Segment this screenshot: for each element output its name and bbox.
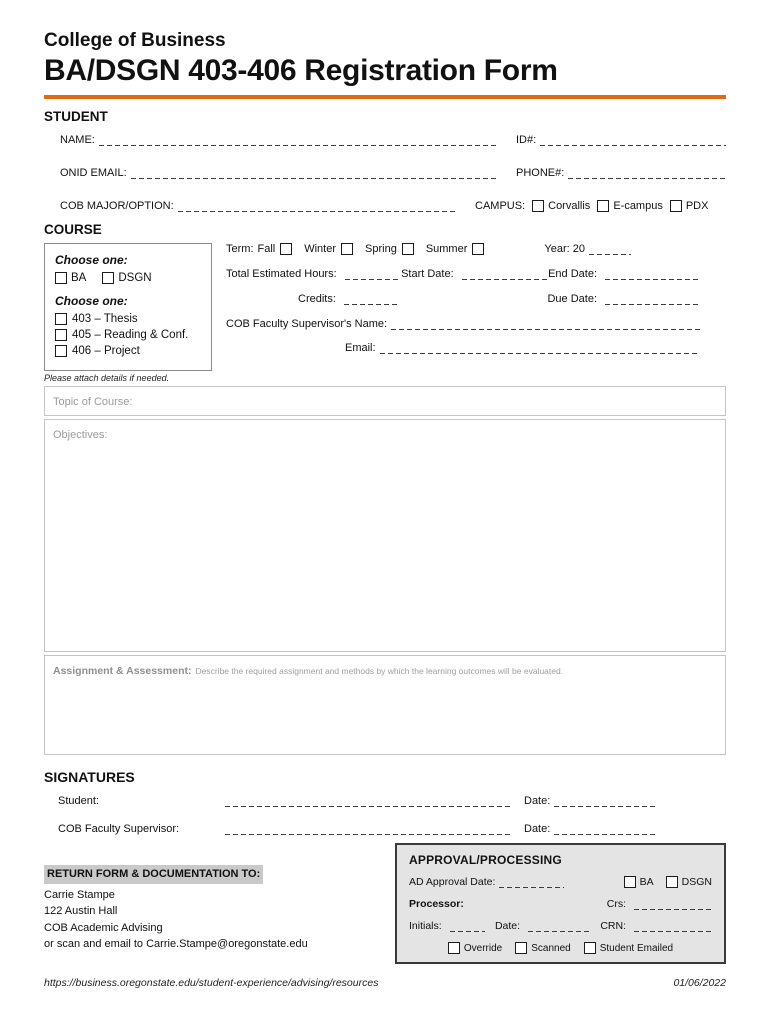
status-override [448, 942, 502, 954]
status-scanned [515, 942, 570, 954]
approval-status-row [409, 942, 712, 954]
supervisor-name-field-line[interactable] [391, 318, 700, 330]
approval-dsgn-label: DSGN [681, 876, 712, 888]
total-hours-field-line[interactable] [345, 268, 400, 280]
course-405-label: 405 – Reading & Conf. [72, 329, 189, 341]
student-date-line[interactable] [554, 795, 657, 807]
term-fall-label: Fall [257, 243, 276, 255]
return-heading: RETURN FORM & DOCUMENTATION TO: [44, 865, 263, 884]
assignment-note: Describe the required assignment and methods by which the learning outcomes will be evaluated. [195, 666, 564, 676]
initials-group [409, 920, 485, 932]
objectives-label: Objectives: [53, 429, 108, 441]
phone-group [516, 167, 726, 179]
return-line-office: COB Academic Advising [44, 921, 163, 934]
phone-label: PHONE#: [516, 167, 565, 179]
initials-row [409, 920, 712, 932]
course-406-checkbox[interactable] [55, 345, 67, 357]
total-hours-group [226, 268, 400, 280]
hours-row [226, 268, 700, 280]
course-403-checkbox[interactable] [55, 313, 67, 325]
assignment-assessment-box[interactable] [44, 655, 726, 755]
campus-ecampus-checkbox[interactable] [597, 200, 609, 212]
id-label: ID#: [516, 134, 537, 146]
initials-label: Initials: [409, 920, 442, 932]
supervisor-date-line[interactable] [554, 823, 657, 835]
approval-date-group [495, 920, 590, 932]
campus-option-corvallis [532, 200, 590, 212]
major-row [44, 200, 726, 212]
campus-corvallis-checkbox[interactable] [532, 200, 544, 212]
return-block [44, 843, 395, 953]
term-label: Term: [226, 243, 254, 255]
course-choose-box [44, 243, 212, 371]
supervisor-name-label: COB Faculty Supervisor's Name: [226, 318, 388, 330]
email-row [44, 167, 726, 179]
footer-date: 01/06/2022 [673, 977, 726, 989]
credits-group [298, 293, 399, 305]
approval-program-group [624, 876, 712, 888]
campus-option-ecampus [597, 200, 663, 212]
crn-field-line[interactable] [634, 920, 712, 932]
return-line-name: Carrie Stampe [44, 888, 115, 901]
course-section-heading: COURSE [44, 222, 102, 237]
override-checkbox[interactable] [448, 942, 460, 954]
credits-label: Credits: [298, 293, 336, 305]
ad-approval-row [409, 876, 712, 888]
student-signature-label: Student: [58, 795, 99, 807]
scanned-label: Scanned [531, 942, 571, 954]
course-option-406 [55, 345, 201, 357]
student-signature-row [44, 795, 726, 807]
approval-option-ba [624, 876, 654, 888]
course-area [44, 243, 726, 371]
year-label: Year: 20 [544, 243, 585, 255]
onid-email-field-line[interactable] [131, 167, 496, 179]
course-403-label: 403 – Thesis [72, 313, 138, 325]
approval-ba-label: BA [639, 876, 654, 888]
start-date-field-line[interactable] [462, 268, 547, 280]
id-group [516, 134, 726, 146]
end-date-field-line[interactable] [605, 268, 700, 280]
page-title: BA/DSGN 403-406 Registration Form [44, 54, 558, 87]
end-date-label: End Date: [548, 268, 597, 280]
term-fall-checkbox[interactable] [280, 243, 292, 255]
term-spring [365, 243, 414, 255]
topic-of-course-box[interactable] [44, 386, 726, 416]
name-field-line[interactable] [99, 134, 496, 146]
choose-program-label: Choose one: [55, 253, 128, 267]
supervisor-email-row [226, 342, 700, 354]
supervisor-signature-label: COB Faculty Supervisor: [58, 823, 180, 835]
supervisor-row [226, 318, 700, 330]
status-student-emailed [584, 942, 673, 954]
scanned-checkbox[interactable] [515, 942, 527, 954]
year-group [544, 243, 631, 255]
approval-date-field-line[interactable] [528, 920, 590, 932]
course-option-403 [55, 313, 201, 325]
campus-pdx-checkbox[interactable] [670, 200, 682, 212]
term-spring-label: Spring [365, 243, 397, 255]
term-fall [258, 243, 293, 255]
approval-dsgn-checkbox[interactable] [666, 876, 678, 888]
end-date-group [548, 268, 700, 280]
credits-row [226, 293, 700, 305]
return-line-email: or scan and email to Carrie.Stampe@oregonstate.edu [44, 938, 308, 950]
student-emailed-checkbox[interactable] [584, 942, 596, 954]
term-winter [304, 243, 353, 255]
approval-option-dsgn [666, 876, 712, 888]
campus-label: CAMPUS: [475, 200, 526, 212]
due-date-label: Due Date: [547, 293, 597, 305]
objectives-box[interactable] [44, 419, 726, 652]
processor-row [409, 898, 712, 910]
processor-label: Processor: [409, 898, 464, 910]
id-field-line[interactable] [540, 134, 726, 146]
campus-ecampus-label: E-campus [613, 200, 663, 212]
year-field-line[interactable] [589, 243, 631, 255]
crs-pair [607, 898, 712, 910]
signatures-section-heading: SIGNATURES [44, 769, 135, 785]
course-option-405 [55, 329, 201, 341]
term-summer-checkbox[interactable] [472, 243, 484, 255]
program-option-dsgn [102, 272, 151, 284]
accent-rule [44, 95, 726, 99]
program-options-row [55, 272, 201, 284]
crs-group [607, 898, 712, 910]
approval-ba-checkbox[interactable] [624, 876, 636, 888]
start-date-label: Start Date: [401, 268, 454, 280]
supervisor-signature-line[interactable] [225, 823, 512, 835]
approval-processing-box [395, 843, 726, 964]
supervisor-email-field-line[interactable] [380, 342, 700, 354]
due-date-field-line[interactable] [605, 293, 700, 305]
supervisor-date-label: Date: [524, 823, 551, 835]
crn-group [600, 920, 712, 932]
approval-heading: APPROVAL/PROCESSING [409, 853, 562, 867]
return-line-address: 122 Austin Hall [44, 905, 118, 917]
student-section-heading: STUDENT [44, 109, 108, 124]
onid-email-label: ONID EMAIL: [60, 167, 127, 179]
phone-field-line[interactable] [568, 167, 726, 179]
choose-course-label: Choose one: [55, 294, 128, 308]
credits-field-line[interactable] [344, 293, 399, 305]
program-ba-checkbox[interactable] [55, 272, 67, 284]
course-405-checkbox[interactable] [55, 329, 67, 341]
course-406-label: 406 – Project [72, 345, 140, 357]
campus-option-pdx [670, 200, 709, 212]
term-summer-label: Summer [425, 243, 468, 255]
override-label: Override [463, 942, 503, 954]
campus-group [475, 200, 726, 212]
term-row [226, 243, 700, 255]
ad-approval-date-line[interactable] [499, 876, 564, 888]
major-field-line[interactable] [178, 200, 455, 212]
supervisor-email-label: Email: [345, 342, 376, 354]
topic-label: Topic of Course: [53, 396, 133, 408]
term-winter-checkbox[interactable] [341, 243, 353, 255]
program-dsgn-checkbox[interactable] [102, 272, 114, 284]
attach-details-note: Please attach details if needed. [44, 373, 170, 383]
name-row [44, 134, 726, 146]
ad-approval-date-label: AD Approval Date: [409, 876, 496, 888]
program-dsgn-label: DSGN [118, 272, 152, 284]
student-signature-line[interactable] [225, 795, 512, 807]
crs-label: Crs: [606, 898, 626, 910]
campus-pdx-label: PDX [685, 200, 709, 212]
supervisor-signature-row [44, 823, 726, 835]
initials-field-line[interactable] [450, 920, 485, 932]
student-emailed-label: Student Emailed [599, 942, 674, 954]
major-label: COB MAJOR/OPTION: [60, 200, 174, 212]
campus-corvallis-label: Corvallis [548, 200, 591, 212]
program-ba-label: BA [71, 272, 87, 284]
footer-url: https://business.oregonstate.edu/student-experience/advising/resources [44, 977, 379, 989]
student-date-label: Date: [524, 795, 551, 807]
due-date-group [547, 293, 700, 305]
assignment-label: Assignment & Assessment: [53, 665, 192, 677]
page-footer [44, 977, 726, 989]
bottom-area [44, 843, 726, 964]
start-date-group [401, 268, 547, 280]
total-hours-label: Total Estimated Hours: [226, 268, 337, 280]
course-details [226, 243, 726, 371]
term-spring-checkbox[interactable] [402, 243, 414, 255]
program-option-ba [55, 272, 86, 284]
term-summer [426, 243, 485, 255]
name-label: NAME: [60, 134, 95, 146]
approval-date-label: Date: [494, 920, 521, 932]
school-name: College of Business [44, 30, 226, 51]
crn-label: CRN: [600, 920, 626, 932]
crs-field-line[interactable] [634, 898, 712, 910]
term-winter-label: Winter [304, 243, 337, 255]
